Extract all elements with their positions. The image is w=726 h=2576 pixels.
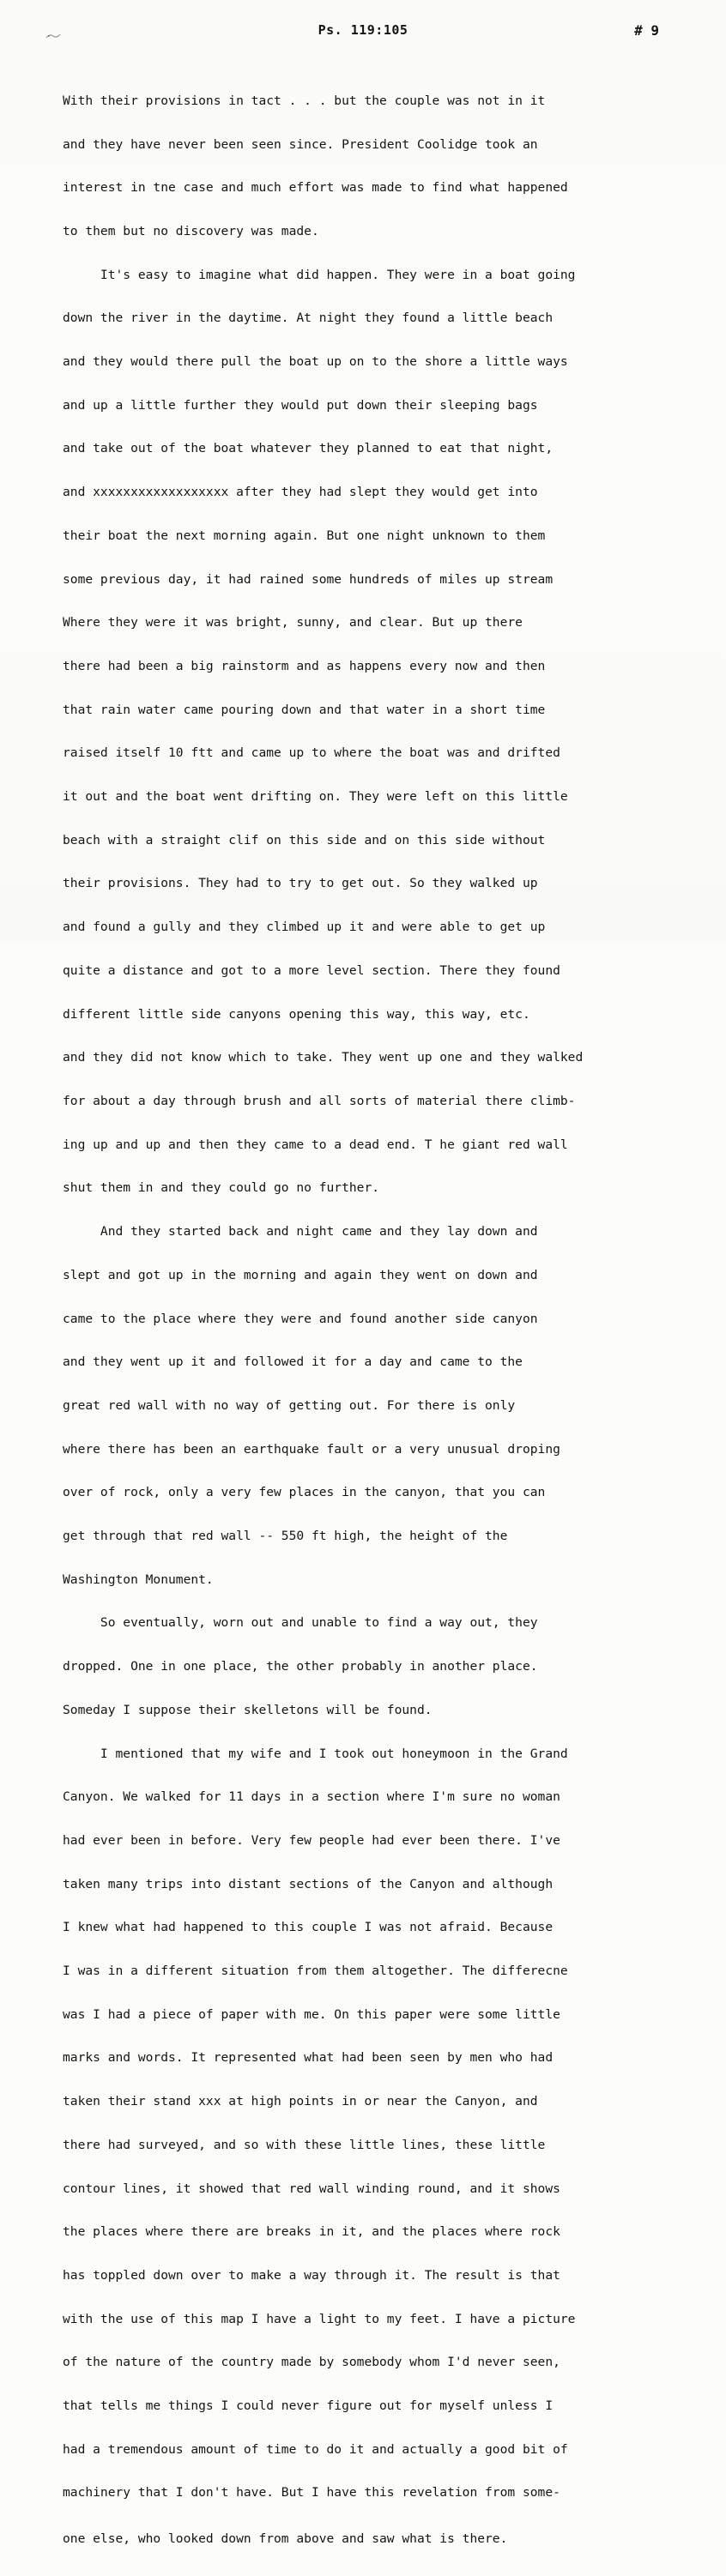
text-line: and they went up it and followed it for a day and came to the [63, 1354, 523, 1370]
text-line: machinery that I don't have. But I have this revelation from some- [63, 2485, 560, 2501]
text-line: that tells me things I could never figure out for myself unless I [63, 2398, 554, 2414]
text-line: contour lines, it showed that red wall winding round, and it shows [63, 2181, 560, 2196]
text-line: where there has been an earthquake fault or a very unusual droping [63, 1441, 560, 1457]
text-line: had ever been in before. Very few people had ever been there. I've [63, 1832, 560, 1848]
text-line: some previous day, it had rained some hundreds of miles up stream [63, 571, 554, 587]
text-line: Canyon. We walked for 11 days in a section where I'm sure no woman [63, 1789, 560, 1805]
text-line: and take out of the boat whatever they planned to eat that night, [63, 441, 554, 456]
text-line: and found a gully and they climbed up it and were able to get up [63, 920, 546, 935]
text-line: and they have never been seen since. President Coolidge took an [63, 136, 538, 152]
text-line: has toppled down over to make a way through it. The result is that [63, 2267, 560, 2283]
text-line: taken many trips into distant sections of the Canyon and although [63, 1876, 554, 1891]
text-line: their provisions. They had to try to get out. So they walked up [63, 876, 538, 891]
page-number: # 9 [634, 22, 659, 39]
text-line: interest in tne case and much effort was made to find what happened [63, 180, 568, 196]
text-line: to them but no discovery was made. [63, 223, 319, 238]
text-line: there had surveyed, and so with these little lines, these little [63, 2137, 546, 2152]
text-line: dropped. One in one place, the other probably in another place. [63, 1659, 538, 1674]
text-line: slept and got up in the morning and again they went on down and [63, 1267, 538, 1282]
text-line: With their provisions in tact . . . but the couple was not in it [63, 93, 546, 108]
text-line: I mentioned that my wife and I took out honeymoon in the Grand [63, 1746, 568, 1761]
text-line: and they did not know which to take. They went up one and they walked [63, 1050, 584, 1065]
text-line: down the river in the daytime. At night they found a little beach [63, 311, 554, 326]
text-line: was I had a piece of paper with me. On this paper were some little [63, 2006, 560, 2022]
text-line: for about a day through brush and all sorts of material there climb- [63, 1093, 576, 1108]
text-line: it out and the boat went drifting on. They were left on this little [63, 789, 568, 805]
text-line: that rain water came pouring down and that water in a short time [63, 702, 546, 717]
body-text [63, 65, 681, 2576]
text-line: I knew what had happened to this couple I was not afraid. Because [63, 1920, 554, 1935]
text-line: one else, who looked down from above and saw what is there. [63, 2531, 508, 2547]
text-line: and xxxxxxxxxxxxxxxxxx after they had slept they would get into [63, 485, 538, 500]
text-line: get through that red wall -- 550 ft high, the height of the [63, 1529, 508, 1544]
text-line: and they would there pull the boat up on to the shore a little ways [63, 354, 568, 370]
text-line: and up a little further they would put down their sleeping bags [63, 397, 538, 413]
text-line: over of rock, only a very few places in the canyon, that you can [63, 1485, 546, 1500]
text-line: shut them in and they could go no further. [63, 1180, 380, 1196]
text-line: Where they were it was bright, sunny, and clear. But up there [63, 615, 523, 630]
text-line: quite a distance and got to a more level section. There they found [63, 962, 560, 978]
text-line: their boat the next morning again. But one night unknown to them [63, 528, 546, 543]
text-line: Someday I suppose their skelletons will be found. [63, 1702, 433, 1717]
text-line: the places where there are breaks in it, and the places where rock [63, 2224, 560, 2240]
text-line: different little side canyons opening this way, this way, etc. [63, 1006, 530, 1022]
scripture-reference: Ps. 119:105 [318, 22, 408, 38]
text-line: taken their stand xxx at high points in or near the Canyon, and [63, 2094, 538, 2109]
text-line: great red wall with no way of getting out. For there is only [63, 1397, 516, 1413]
text-line: It's easy to imagine what did happen. They were in a boat going [63, 267, 576, 282]
text-line: with the use of this map I have a light to my feet. I have a picture [63, 2311, 576, 2326]
text-line: had a tremendous amount of time to do it and actually a good bit of [63, 2441, 568, 2457]
text-line: ing up and up and then they came to a dead end. T he giant red wall [63, 1137, 568, 1152]
text-line: raised itself 10 ftt and came up to where the boat was and drifted [63, 745, 560, 761]
text-line: there had been a big rainstorm and as happens every now and then [63, 658, 546, 673]
text-line: Washington Monument. [63, 1572, 214, 1587]
text-line: of the nature of the country made by somebody whom I'd never seen, [63, 2355, 560, 2370]
text-line: came to the place where they were and found another side canyon [63, 1311, 538, 1326]
text-line: marks and words. It represented what had been seen by men who had [63, 2050, 554, 2066]
text-line: I was in a different situation from them altogether. The differecne [63, 1964, 568, 1979]
text-line: So eventually, worn out and unable to find a way out, they [63, 1615, 538, 1631]
text-line: And they started back and night came and they lay down and [63, 1224, 538, 1240]
text-line: beach with a straight clif on this side and on this side without [63, 832, 546, 848]
